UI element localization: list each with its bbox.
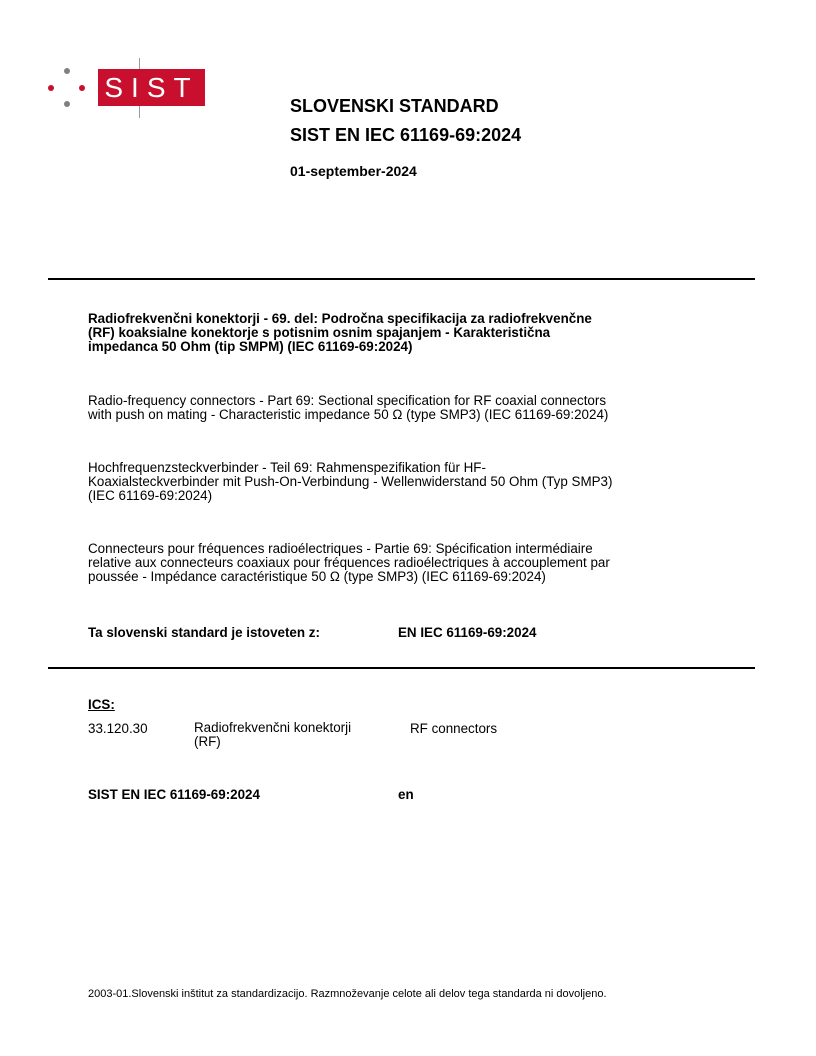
ics-desc-en: RF connectors xyxy=(410,721,498,736)
title-de-line: Koaxialsteckverbinder mit Push-On-Verbindung - Wellenwiderstand 50 Ohm (Typ SMP3) xyxy=(88,474,613,489)
ics-desc-sl xyxy=(194,721,351,749)
title-de xyxy=(88,461,728,503)
title-fr-line: Connecteurs pour fréquences radioélectriques - Partie 69: Spécification intermédiaire xyxy=(88,541,593,556)
title-fr-line: relative aux connecteurs coaxiaux pour fréquences radioélectriques à accouplement par xyxy=(88,555,610,570)
sist-logo xyxy=(0,0,210,120)
ics-heading: ICS: xyxy=(88,697,115,712)
title-de-line: Hochfrequenzsteckverbinder - Teil 69: Rahmenspezifikation für HF- xyxy=(88,460,486,475)
top-rule xyxy=(48,278,755,280)
logo-dot xyxy=(64,101,70,107)
header-standard-id: SIST EN IEC 61169-69:2024 xyxy=(290,125,522,145)
identical-label: Ta slovenski standard je istoveten z: xyxy=(88,625,320,640)
ics-code: 33.120.30 xyxy=(88,721,148,736)
title-fr-line: poussée - Impédance caractéristique 50 Ω (type SMP3) (IEC 61169-69:2024) xyxy=(88,569,546,584)
title-en-line: Radio-frequency connectors - Part 69: Sectional specification for RF coaxial connectors xyxy=(88,393,607,408)
ics-desc-sl-line: Radiofrekvenčni konektorji xyxy=(194,720,352,735)
title-sl xyxy=(88,312,728,354)
ics-desc-sl-line: (RF) xyxy=(194,734,221,749)
title-en-line: with push on mating - Characteristic impedance 50 Ω (type SMP3) (IEC 61169-69:2024) xyxy=(88,407,609,422)
bottom-rule xyxy=(48,667,755,669)
copyright-notice: 2003-01.Slovenski inštitut za standardizacijo. Razmnoževanje celote ali delov tega standarda ni dovoljeno. xyxy=(88,988,607,1000)
title-sl-line: Radiofrekvenčni konektorji - 69. del: Področna specifikacija za radiofrekvenčne xyxy=(88,311,592,326)
header-line1: SLOVENSKI STANDARD xyxy=(290,96,499,116)
logo-text: SIST xyxy=(104,72,199,103)
title-fr xyxy=(88,542,728,584)
identical-value: EN IEC 61169-69:2024 xyxy=(398,625,537,640)
language-code: en xyxy=(398,787,414,802)
title-en xyxy=(88,394,728,422)
header-date: 01-september-2024 xyxy=(290,163,417,179)
logo-dot xyxy=(64,68,70,74)
logo-dot xyxy=(48,85,54,91)
logo-dot xyxy=(79,85,85,91)
title-sl-line: impedanca 50 Ohm (tip SMPM) (IEC 61169-69:2024) xyxy=(88,339,413,354)
title-sl-line: (RF) koaksialne konektorje s potisnim osnim spajanjem - Karakteristična xyxy=(88,325,551,340)
standard-id: SIST EN IEC 61169-69:2024 xyxy=(88,787,260,802)
title-de-line: (IEC 61169-69:2024) xyxy=(88,488,213,503)
